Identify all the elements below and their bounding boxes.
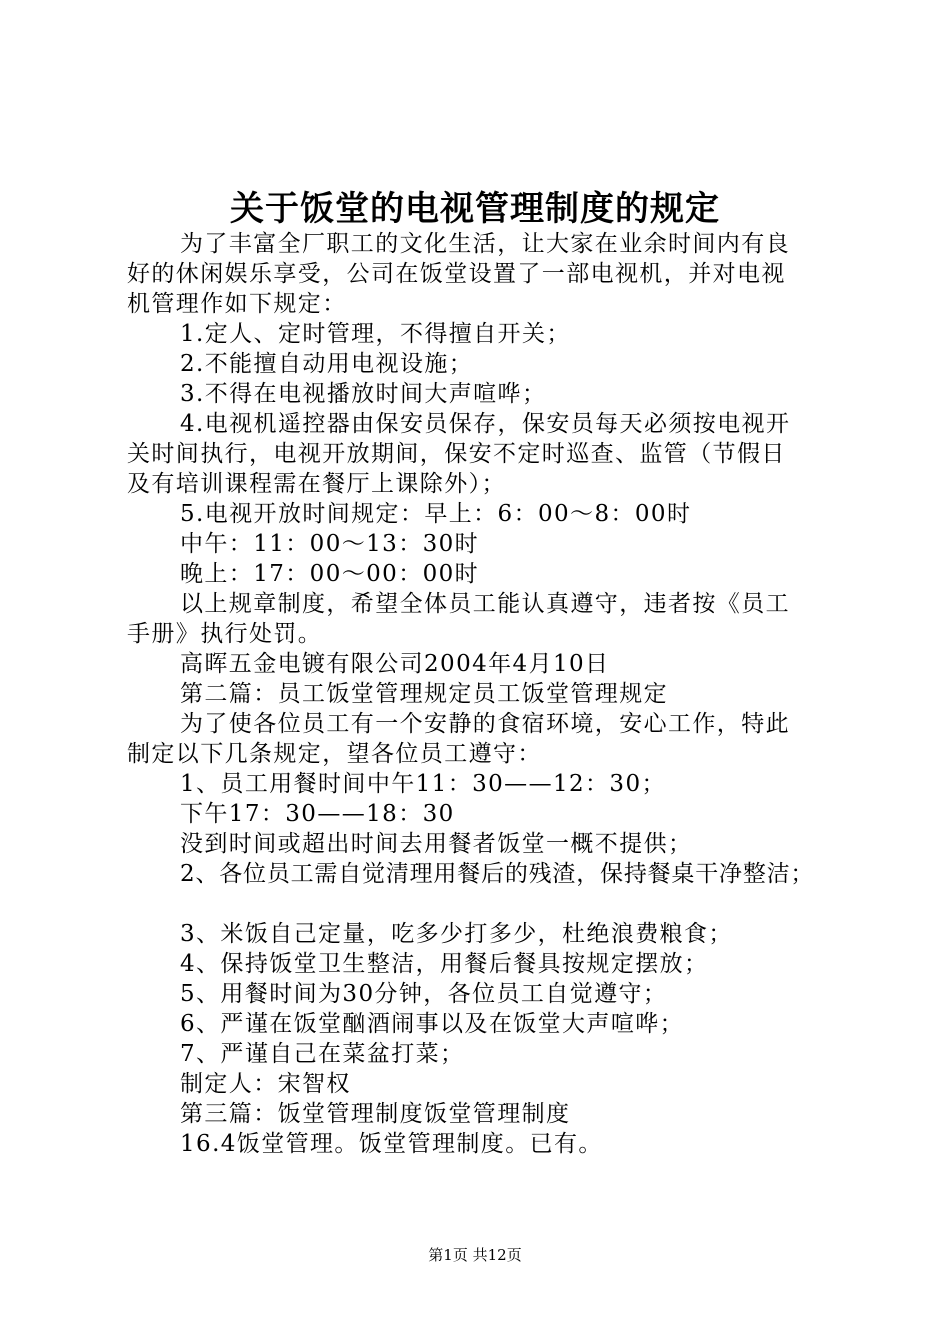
paragraph-line: 为了丰富全厂职工的文化生活，让大家在业余时间内有良 <box>180 231 790 257</box>
paragraph-line: 好的休闲娱乐享受，公司在饭堂设置了一部电视机，并对电视 <box>127 261 786 287</box>
section-heading: 第三篇：饭堂管理制度饭堂管理制度 <box>180 1101 571 1127</box>
paragraph-line: 3.不得在电视播放时间大声喧哗； <box>180 381 547 407</box>
paragraph-line: 晚上：17：00～00：00时 <box>180 561 480 587</box>
paragraph-line: 5.电视开放时间规定：早上：6：00～8：00时 <box>180 501 692 527</box>
paragraph-line: 以上规章制度，希望全体员工能认真遵守，违者按《员工 <box>180 591 790 617</box>
paragraph-line: 5、用餐时间为30分钟，各位员工自觉遵守； <box>180 981 668 1007</box>
paragraph-line: 中午：11：00～13：30时 <box>180 531 480 557</box>
section-heading: 第二篇：员工饭堂管理规定员工饭堂管理规定 <box>180 681 668 707</box>
document-title: 关于饭堂的电视管理制度的规定 <box>230 189 720 229</box>
paragraph-line: 制定以下几条规定，望各位员工遵守： <box>127 741 542 767</box>
paragraph-line: 关时间执行，电视开放期间，保安不定时巡查、监管（节假日 <box>127 441 786 467</box>
paragraph-line: 机管理作如下规定： <box>127 291 347 317</box>
paragraph-line: 4.电视机遥控器由保安员保存，保安员每天必须按电视开 <box>180 411 791 437</box>
paragraph-line: 6、严谨在饭堂酗酒闹事以及在饭堂大声喧哗； <box>180 1011 685 1037</box>
paragraph-line: 下午17：30——18：30 <box>180 801 455 827</box>
page-number-footer: 第1页 共12页 <box>428 1246 522 1264</box>
paragraph-line: 16.4饭堂管理。饭堂管理制度。已有。 <box>180 1131 603 1157</box>
paragraph-line: 没到时间或超出时间去用餐者饭堂一概不提供； <box>180 831 693 857</box>
paragraph-line: 1.定人、定时管理，不得擅自开关； <box>180 321 571 347</box>
paragraph-line: 及有培训课程需在餐厅上课除外）； <box>127 471 506 497</box>
paragraph-line: 高晖五金电镀有限公司2004年4月10日 <box>180 651 610 677</box>
paragraph-line: 为了使各位员工有一个安静的食宿环境，安心工作，特此 <box>180 711 790 737</box>
paragraph-line: 7、严谨自己在菜盆打菜； <box>180 1041 465 1067</box>
paragraph-line: 3、米饭自己定量，吃多少打多少，杜绝浪费粮食； <box>180 921 733 947</box>
paragraph-line: 制定人：宋智权 <box>180 1071 351 1097</box>
paragraph-line: 2.不能擅自动用电视设施； <box>180 351 474 377</box>
paragraph-line: 2、各位员工需自觉清理用餐后的残渣，保持餐桌干净整洁； <box>180 861 815 887</box>
paragraph-line: 手册》执行处罚。 <box>127 621 323 647</box>
paragraph-line: 4、保持饭堂卫生整洁，用餐后餐具按规定摆放； <box>180 951 709 977</box>
paragraph-line: 1、员工用餐时间中午11：30——12：30； <box>180 771 666 797</box>
